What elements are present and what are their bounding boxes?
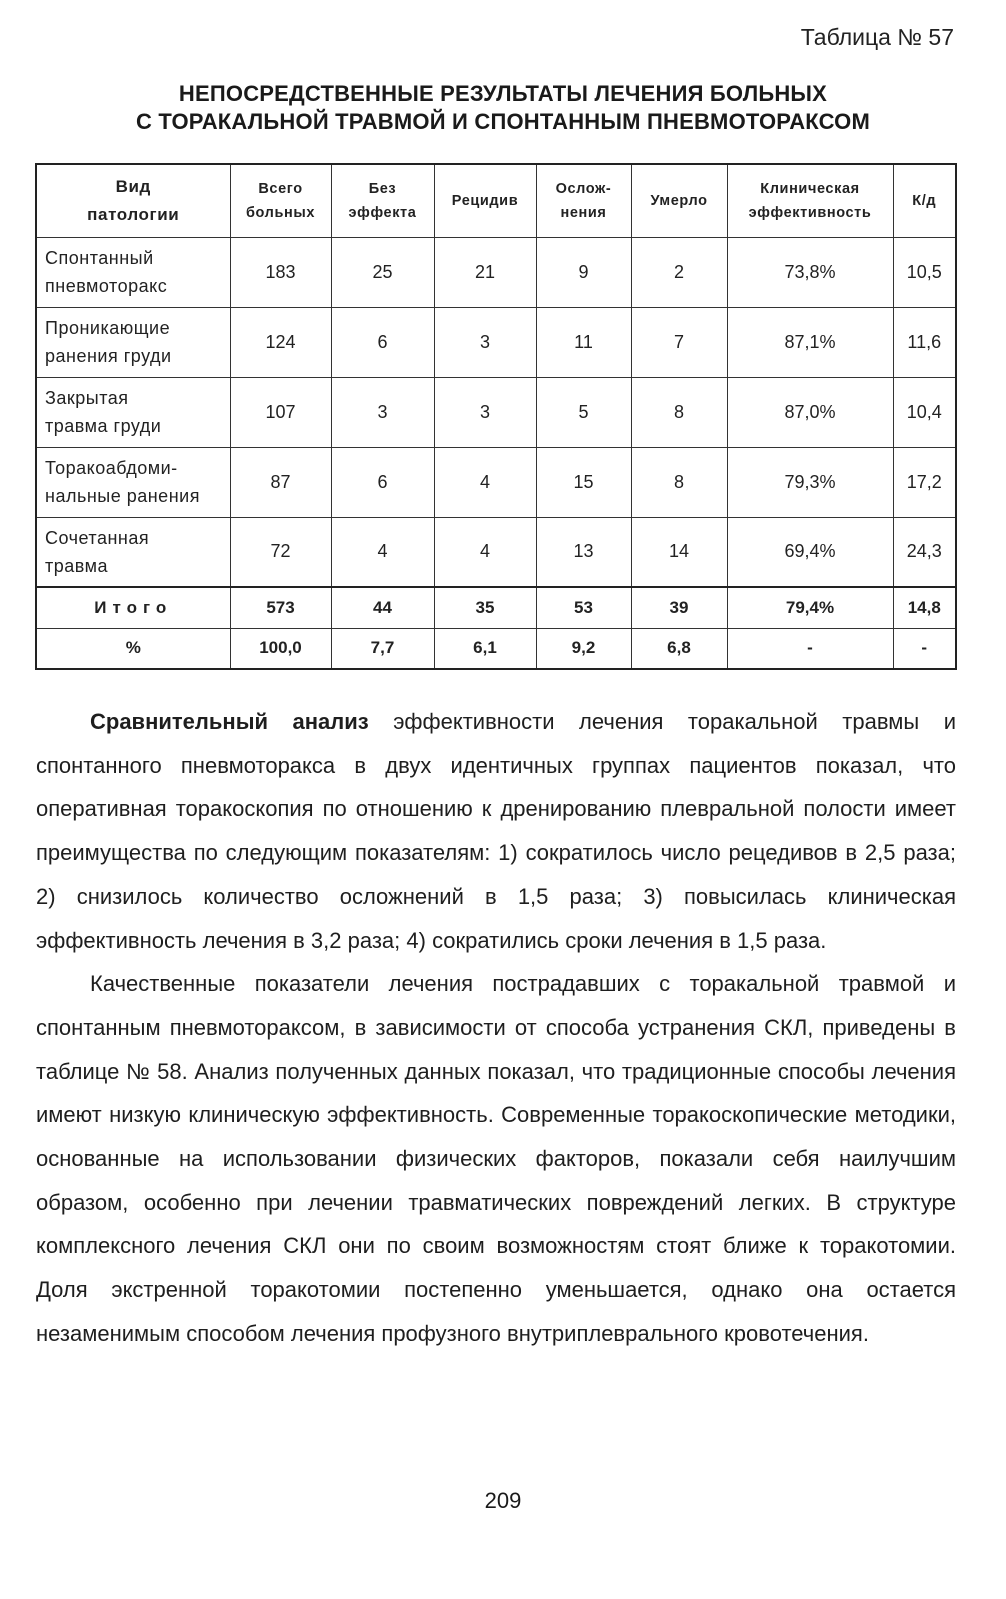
table-number: Таблица № 57 [800,24,954,50]
table-total-row [36,587,956,628]
cell-value: 573 [230,587,331,628]
cell-value: 9,2 [536,628,631,669]
page-number: 209 [484,1488,522,1513]
row-pathology-name: Закрытая травма груди [36,377,230,447]
cell-value: 4 [434,517,536,587]
cell-value: 6 [331,447,434,517]
cell-value: 39 [631,587,727,628]
paragraph [36,700,956,962]
cell-value: 8 [631,377,727,447]
cell-value: - [893,628,956,669]
header-bed-days: К/д [893,164,956,237]
table-title [60,80,946,136]
cell-value: 8 [631,447,727,517]
cell-value: 6,1 [434,628,536,669]
cell-value: 124 [230,307,331,377]
cell-value: 14 [631,517,727,587]
paragraph [36,962,956,1355]
cell-value: 9 [536,237,631,307]
cell-value: 87,0% [727,377,893,447]
cell-value: 10,5 [893,237,956,307]
cell-value: 10,4 [893,377,956,447]
table-row [36,517,956,587]
header-pathology: Вид патологии [36,164,230,237]
cell-value: 53 [536,587,631,628]
cell-value: 87,1% [727,307,893,377]
results-table [35,163,957,670]
cell-value: 35 [434,587,536,628]
cell-value: 17,2 [893,447,956,517]
cell-value: 107 [230,377,331,447]
cell-value: 69,4% [727,517,893,587]
percent-label: % [36,628,230,669]
cell-value: 11 [536,307,631,377]
cell-value: 7,7 [331,628,434,669]
cell-value: 25 [331,237,434,307]
cell-value: 6,8 [631,628,727,669]
cell-value: 3 [434,307,536,377]
header-no-effect: Без эффекта [331,164,434,237]
cell-value: 3 [434,377,536,447]
cell-value: 3 [331,377,434,447]
row-pathology-name: Проникающие ранения груди [36,307,230,377]
total-label: Итого [36,587,230,628]
body-text [36,700,956,1356]
cell-value: 4 [434,447,536,517]
header-complications: Ослож- нения [536,164,631,237]
title-line: С ТОРАКАЛЬНОЙ ТРАВМОЙ И СПОНТАННЫМ ПНЕВМОТОРАКСОМ [135,109,871,134]
cell-value: 72 [230,517,331,587]
cell-value: 183 [230,237,331,307]
paragraph-text: эффективности лечения торакальной травмы и спонтанного пневмоторакса в двух идентичных группах пациентов показал, что оперативная торакоскопия по отношению к дренированию плевральной полости имеет преимущества по следующим показателям: 1) сократилось число рецедивов в 2,5 раза; 2) снизилось количество осложнений в 1,5 раза; 3) повысилась клиническая эффективность лечения в 3,2 раза; 4) сократились сроки лечения в 1,5 раза. [36,709,956,953]
row-pathology-name: Спонтанный пневмоторакс [36,237,230,307]
table-row [36,307,956,377]
paragraph-lead: Сравнительный анализ [90,709,369,734]
table-row [36,447,956,517]
title-line: НЕПОСРЕДСТВЕННЫЕ РЕЗУЛЬТАТЫ ЛЕЧЕНИЯ БОЛЬНЫХ [178,81,828,106]
header-died: Умерло [631,164,727,237]
cell-value: 100,0 [230,628,331,669]
table-row [36,377,956,447]
cell-value: 7 [631,307,727,377]
table-header-row [36,164,956,237]
cell-value: 4 [331,517,434,587]
paragraph-text: Качественные показатели лечения пострадавших с торакальной травмой и спонтанным пневмотораксом, в зависимости от способа устранения СКЛ, приведены в таблице № 58. Анализ полученных данных показал, что традиционные способы лечения имеют низкую клиническую эффективность. Современные торакоскопические методики, основанные на использовании физических факторов, показали себя наилучшим образом, особенно при лечении травматических повреждений легких. В структуре комплексного лечения СКЛ они по своим возможностям стоят ближе к торакотомии. Доля экстренной торакотомии постепенно уменьшается, однако она остается незаменимым способом лечения профузного внутриплеврального кровотечения. [36,971,956,1346]
cell-value: 2 [631,237,727,307]
cell-value: 15 [536,447,631,517]
header-relapse: Рецидив [434,164,536,237]
cell-value: 87 [230,447,331,517]
cell-value: 24,3 [893,517,956,587]
cell-value: 44 [331,587,434,628]
cell-value: 21 [434,237,536,307]
cell-value: 73,8% [727,237,893,307]
cell-value: 79,4% [727,587,893,628]
cell-value: 79,3% [727,447,893,517]
cell-value: 5 [536,377,631,447]
row-pathology-name: Торакоабдоми- нальные ранения [36,447,230,517]
cell-value: 11,6 [893,307,956,377]
table-row [36,237,956,307]
header-clinical-efficiency: Клиническая эффективность [727,164,893,237]
table-percent-row [36,628,956,669]
cell-value: - [727,628,893,669]
row-pathology-name: Сочетанная травма [36,517,230,587]
cell-value: 6 [331,307,434,377]
cell-value: 13 [536,517,631,587]
cell-value: 14,8 [893,587,956,628]
header-total-patients: Всего больных [230,164,331,237]
